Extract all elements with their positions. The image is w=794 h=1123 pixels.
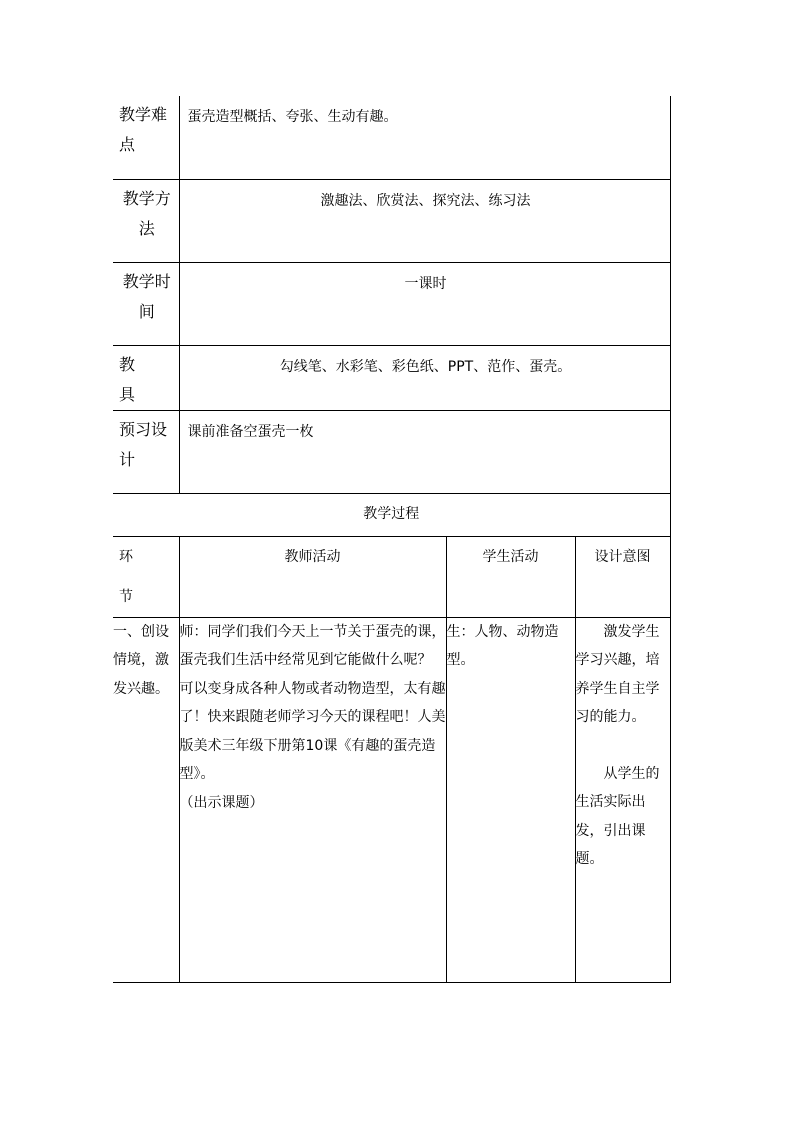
header-stage: 环节 — [113, 536, 179, 617]
intent-paragraph-2: 从学生的生活实际出发，引出课题。 — [575, 765, 660, 867]
design-intent — [575, 617, 670, 982]
row-preview — [113, 410, 670, 493]
content-difficulty: 蛋壳造型概括、夸张、生动有趣。 — [187, 109, 398, 125]
label-method-line2: 法 — [138, 218, 155, 238]
row-difficulty — [113, 96, 670, 179]
student-activity: 生：人物、动物造型。 — [446, 617, 575, 982]
teacher-activity — [179, 617, 446, 982]
row-stage-1 — [113, 617, 670, 982]
teacher-paragraph-2: 可以变身成各种人物或者动物造型，太有趣了！快来跟随老师学习今天的课程吧！人美版美术三年级下册第10课《有趣的蛋壳造型》。 — [179, 680, 446, 782]
label-method-line1: 教学方 — [122, 188, 171, 208]
header-student: 学生活动 — [446, 536, 575, 617]
content-method: 激趣法、欣赏法、探究法、练习法 — [320, 192, 531, 209]
teacher-paragraph-3: （出示课题） — [179, 794, 264, 811]
label-preview-line2: 计 — [119, 449, 136, 469]
content-time: 一课时 — [404, 275, 447, 292]
lesson-plan-table — [113, 96, 671, 983]
label-time-line2: 间 — [138, 301, 155, 321]
intent-paragraph-1: 激发学生学习兴趣，培养学生自主学习的能力。 — [575, 623, 660, 725]
content-tools: 勾线笔、水彩笔、彩色纸、PPT、范作、蛋壳。 — [279, 358, 572, 375]
label-time-line1: 教学时 — [122, 271, 171, 291]
teacher-paragraph-1: 师：同学们我们今天上一节关于蛋壳的课，蛋壳我们生活中经常见到它能做什么呢？ — [179, 623, 446, 668]
process-title: 教学过程 — [113, 493, 670, 536]
stage-cell: 一、创设情境，激发兴趣。 — [113, 617, 179, 982]
header-intent: 设计意图 — [575, 536, 670, 617]
label-tools: 教具 — [119, 354, 150, 404]
row-process-title — [113, 493, 670, 536]
label-difficulty-line1: 教学难 — [119, 105, 168, 124]
row-method — [113, 179, 670, 262]
label-difficulty-line2: 点 — [119, 135, 136, 154]
row-column-headers — [113, 536, 670, 617]
content-preview: 课前准备空蛋壳一枚 — [187, 423, 314, 440]
header-teacher: 教师活动 — [179, 536, 446, 617]
row-tools — [113, 345, 670, 410]
row-time — [113, 262, 670, 345]
label-preview-line1: 预习设 — [119, 419, 168, 439]
